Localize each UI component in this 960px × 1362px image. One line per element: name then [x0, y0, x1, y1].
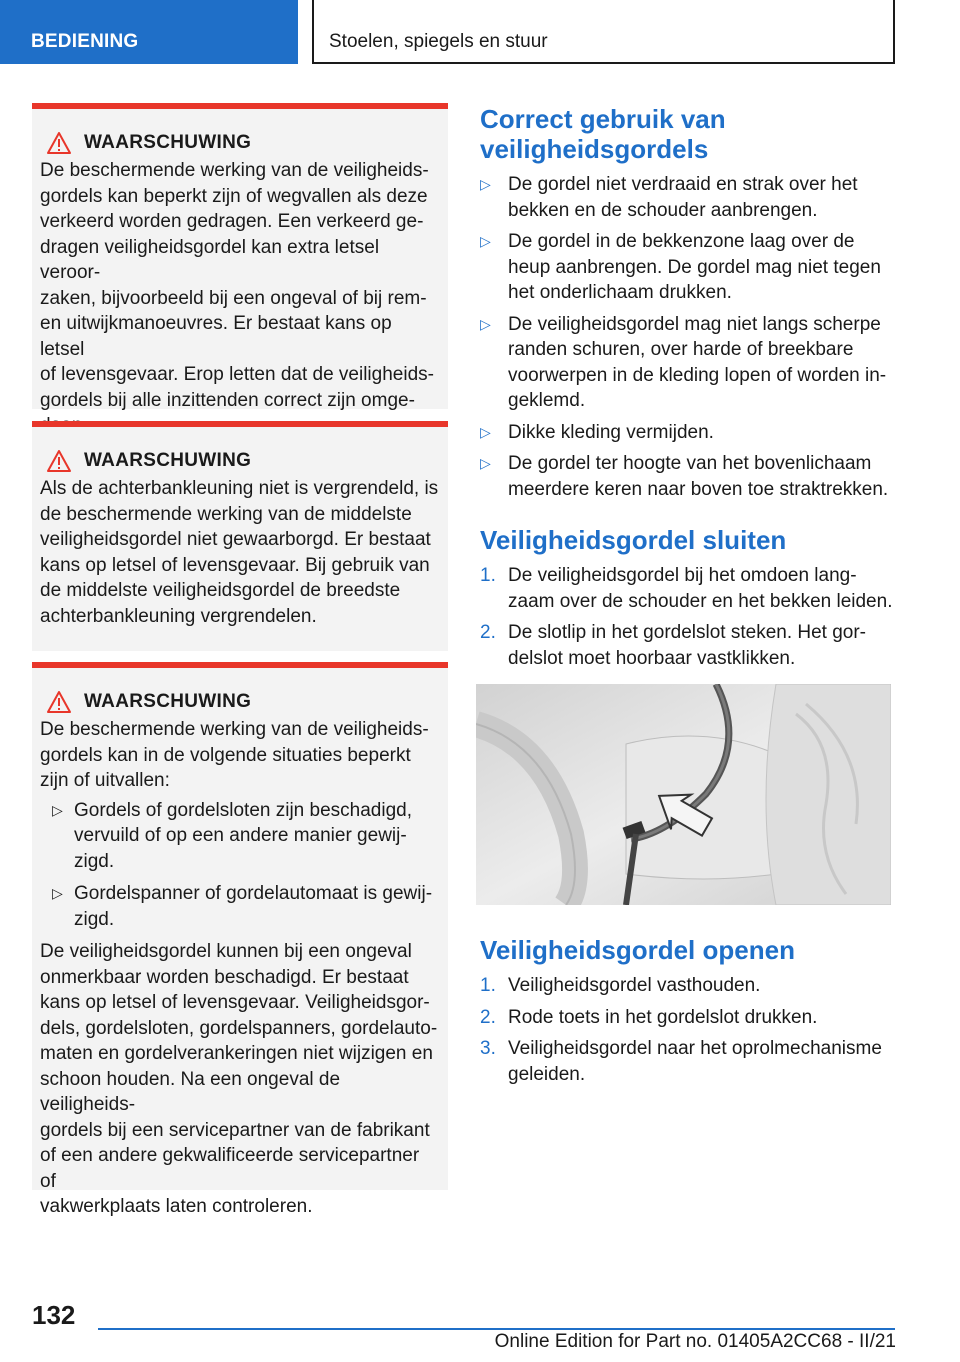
step-number: 1.: [480, 975, 496, 996]
step-number: 1.: [480, 565, 496, 586]
section-heading: Correct gebruik van veiligheidsgordels: [480, 104, 726, 164]
step-number: 2.: [480, 1006, 496, 1028]
step-number: 2.: [480, 622, 496, 643]
triangle-bullet-icon: ▷: [52, 801, 63, 818]
correct-use-section: [480, 104, 900, 508]
step-list: [480, 563, 900, 671]
page-number: 132: [32, 1300, 76, 1330]
warning-text: Als de achterbankleuning niet is vergrendeld, is de beschermende werking van de middelste veiligheidsgordel niet gewaarborgd. Er bestaat kans op letsel of levensgevaar. Bij gebruik van de middelste veiligheidsgordel de breedste achterbankleuning vergrendelen.: [40, 478, 439, 627]
list-item: ▷ Dikke kleding vermijden.: [480, 420, 900, 446]
list-item: 2. Rode toets in het gordelslot drukken.: [480, 1005, 900, 1031]
triangle-bullet-icon: ▷: [52, 885, 63, 901]
warning-box-2: [32, 421, 448, 651]
seat-image-svg: [476, 684, 891, 905]
chapter-title: Stoelen, spiegels en stuur: [312, 0, 895, 64]
close-section: [480, 525, 900, 677]
seatbelt-buckle-illustration: [476, 684, 891, 905]
step-number: 3.: [480, 1038, 496, 1059]
edition-note: Online Edition for Part no. 01405A2CC68 - II/21: [494, 1331, 896, 1352]
triangle-bullet-icon: ▷: [480, 176, 491, 192]
warning-box-3: [32, 662, 448, 1217]
triangle-bullet-icon: ▷: [480, 315, 491, 332]
warning-box-1: [32, 103, 448, 409]
list-item: 1. Veiligheidsgordel vasthouden.: [480, 973, 900, 999]
list-item: ▷ Gordels of gordelsloten zijn beschadigd, vervuild of op een andere manier gewij- zigd.: [52, 799, 412, 872]
section-tab: BEDIENING: [0, 0, 298, 64]
list-item: 2. De slotlip in het gordelslot steken. Het gor- delslot moet hoorbaar vastklikken.: [480, 622, 867, 669]
section-heading: Veiligheidsgordel openen: [480, 935, 795, 965]
list-item: ▷ De gordel in de bekkenzone laag over de heup aanbrengen. De gordel mag niet tegen het onderlichaam drukken.: [480, 231, 881, 303]
list-item: 3. Veiligheidsgordel naar het oprolmechanisme geleiden.: [480, 1038, 882, 1085]
warning-triangle-icon: [46, 449, 72, 473]
footer-divider: [98, 1328, 895, 1330]
open-section: [480, 935, 900, 1093]
triangle-bullet-icon: ▷: [480, 233, 491, 249]
triangle-bullet-icon: ▷: [480, 423, 491, 440]
section-heading: Veiligheidsgordel sluiten: [480, 525, 787, 555]
triangle-bullet-icon: ▷: [480, 455, 491, 471]
warning-triangle-icon: [46, 131, 72, 155]
list-item: ▷ De veiligheidsgordel mag niet langs scherpe randen schuren, over harde of breekbare voorwerpen in de kleding lopen of worden in- geklemd.: [480, 313, 887, 411]
list-item: 1. De veiligheidsgordel bij het omdoen lang- zaam over de schouder en het bekken leiden.: [480, 565, 893, 612]
warning-outro: De veiligheidsgordel kunnen bij een ongeval onmerkbaar worden beschadigd. Er bestaat kans op letsel of levensgevaar. Veiligheidsgor- dels, gordelsloten, gordelspanners, gordelauto- maten en gordelverankeringen niet wijzigen en schoon houden. Na een ongeval de veiligheids- gordels bij een servicepartner van de fabrikant of een andere gekwalificeerde servicepartner of vakwerkplaats laten controleren.: [40, 941, 438, 1217]
warning-title: WAARSCHUWING: [84, 450, 252, 471]
step-list: [480, 973, 900, 1087]
warning-text: De beschermende werking van de veiligheids- gordels kan beperkt zijn of wegvallen als deze verkeerd worden gedragen. Een verkeerd ge- dragen veiligheidsgordel kan extra letsel veroor- zaken, bijvoorbeeld bij een ongeval of bij rem- en uitwijkmanoeuvres. Er bestaat kans op letsel of levensgevaar. Erop letten dat de veiligheids- gordels bij alle inzittenden correct zijn omge-: [40, 160, 434, 411]
bullet-list: [480, 172, 900, 502]
warning-triangle-icon: [46, 690, 72, 714]
warning-title: WAARSCHUWING: [84, 132, 252, 153]
list-item: ▷ De gordel niet verdraaid en strak over het bekken en de schouder aanbrengen.: [480, 174, 858, 221]
warning-title: WAARSCHUWING: [84, 691, 252, 712]
list-item: ▷ Gordelspanner of gordelautomaat is gewij- zigd.: [52, 883, 433, 930]
warning-intro: De beschermende werking van de veiligheids- gordels kan in de volgende situaties beperkt zijn of uitvallen:: [40, 719, 429, 791]
warning-bullet-list: [40, 798, 440, 933]
list-item: ▷ De gordel ter hoogte van het bovenlichaam meerdere keren naar boven toe straktrekken.: [480, 453, 889, 500]
